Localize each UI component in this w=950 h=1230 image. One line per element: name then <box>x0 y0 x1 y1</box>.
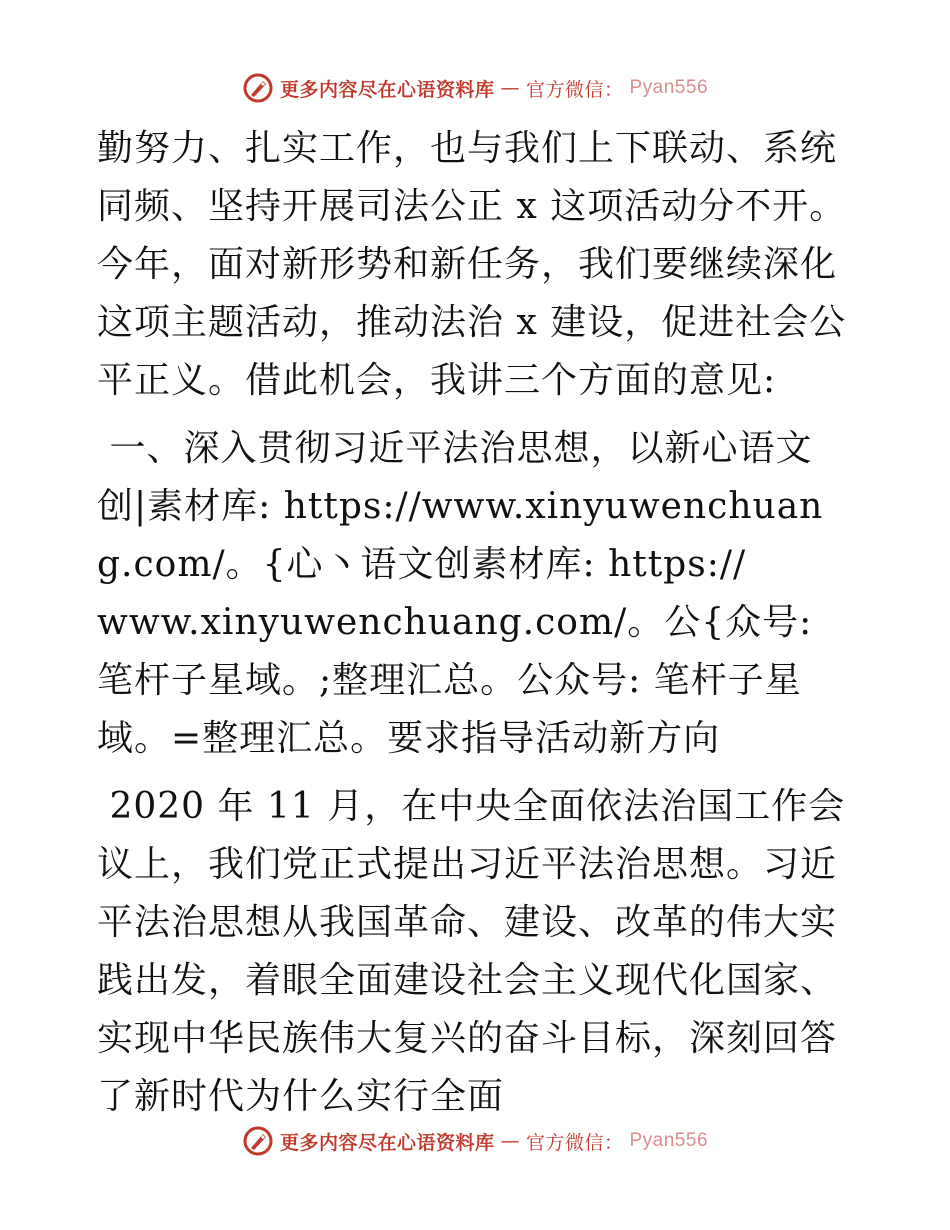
pen-nib-logo-icon <box>242 72 274 104</box>
document-body <box>97 120 857 1126</box>
paragraph-1: 勤努力、扎实工作，也与我们上下联动、系统同频、坚持开展司法公正 x 这项活动分不开。今年，面对新形势和新任务，我们要继续深化这项主题活动，推动法治 x 建设，促进社会公平正义。借此机会，我讲三个方面的意见: <box>97 128 847 401</box>
paragraph-3: 2020 年 11 月，在中央全面依法治国工作会议上，我们党正式提出习近平法治思想。习近平法治思想从我国革命、建设、改革的伟大实践出发，着眼全面建设社会主义现代化国家、实现中华民族伟大复兴的奋斗目标，深刻回答了新时代为什么实行全面 <box>97 786 846 1117</box>
paragraph-2: 一、深入贯彻习近平法治思想，以新心语文创|素材库: https://www.xinyuwenchuang.com/。{心丶语文创素材库: https:// www.xinyuwenchuang.com/。公{众号: 笔杆子星域。;整理汇总。公众号: 笔杆子星域。=整理汇总。要求指导活动新方向 <box>97 428 824 759</box>
watermark-main-text: 更多内容尽在心语资料库 <box>279 1131 495 1154</box>
header-watermark <box>0 72 950 104</box>
watermark-sub-text: 官方微信： <box>525 1131 624 1154</box>
pen-nib-logo-icon <box>242 1125 274 1157</box>
watermark-main-text: 更多内容尽在心语资料库 <box>279 78 495 101</box>
watermark-separator: — <box>500 77 520 99</box>
watermark-id-text: Pyan556 <box>629 77 709 98</box>
watermark-sub-text: 官方微信： <box>525 78 624 101</box>
footer-watermark <box>0 1125 950 1157</box>
watermark-id-text: Pyan556 <box>629 1130 709 1151</box>
watermark-separator: — <box>500 1130 520 1152</box>
